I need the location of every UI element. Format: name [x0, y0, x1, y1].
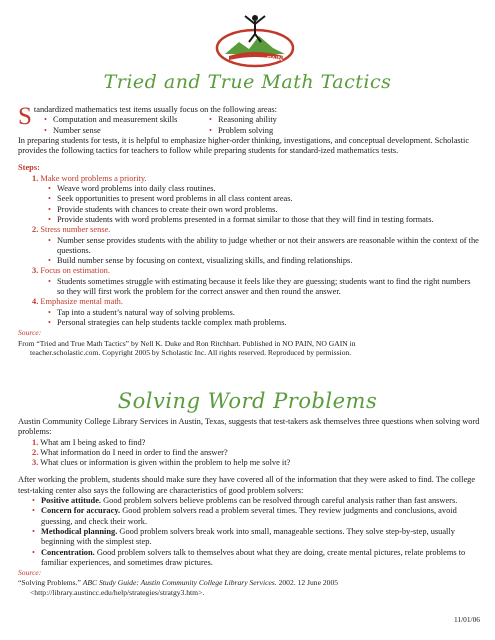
section1-title: Tried and True Math Tactics [103, 71, 392, 93]
step-number: 4. [32, 297, 39, 307]
step-bullet: • Provide students with word problems presented in a format similar to those that they will find in testing formats. [48, 215, 480, 225]
source-title: “Solving Problems.” [18, 578, 81, 588]
section1-body [18, 105, 480, 357]
trait-item [32, 496, 480, 506]
footer-date: 11/01/06 [453, 615, 480, 624]
question-number: 3. [32, 458, 39, 468]
intro-paragraph-2: In preparing students for tests, it is helpful to emphasize higher-order thinking, investigations, and conceptual development. Scholastic provides the following tactics for teachers to follow while preparing students for standard-ized mathematics tests. [18, 135, 470, 156]
step-bullet: • Provide students with chances to create their own word problems. [48, 205, 480, 215]
section2-title: Solving Word Problems [117, 389, 378, 413]
trait-term: Methodical planning. [41, 526, 118, 536]
step-number: 2. [32, 225, 39, 235]
trait-text: Good problem solvers talk to themselves about what they are doing, create mental pictures, relate problems to familiar experiences, and sometimes draw pictures. [41, 547, 466, 567]
section2-paragraph: After working the problem, students should make sure they have covered all of the information that they were asked to find. The college test-taking center also says the following are characteristics of good problem solvers: [18, 475, 476, 495]
step-label: Stress number sense. [40, 225, 111, 235]
question-item [32, 448, 480, 458]
step-bullet: • Personal strategies can help students tackle complex math problems. [48, 318, 480, 328]
step-4 [32, 297, 480, 307]
question-text: What clues or information is given within the problem to help me solve it? [40, 458, 291, 468]
focus-areas [44, 115, 480, 136]
source-heading: Source: [18, 328, 42, 338]
trait-item [32, 506, 480, 527]
steps-heading: Steps: [18, 163, 40, 173]
trait-text: Good problem solvers break work into small, manageable sections. They solve step-by-step, usually beginning with the simplest step. [41, 526, 455, 547]
trait-item [32, 548, 480, 569]
step-1 [32, 174, 480, 184]
source-citation [18, 578, 480, 597]
step-label: Emphasize mental math. [40, 297, 123, 307]
step-number: 3. [32, 266, 39, 276]
step-label: Make word problems a priority. [40, 173, 147, 183]
trait-text: Good problem solvers read a problem several times. They review judgments and conclusions, avoid guessing, and check their work. [41, 506, 457, 526]
drop-cap: S [18, 103, 32, 130]
step-bullet: • Number sense provides students with the ability to judge whether or not their answers are reasonable within the context of the questions. [48, 236, 480, 257]
focus-area-item: • Number sense [44, 126, 209, 136]
trait-item [32, 527, 480, 548]
trait-text: Good problem solvers believe problems can be resolved through careful analysis rather than fast answers. [101, 496, 458, 506]
step-number: 1. [32, 173, 39, 183]
logo-text: PAIN [267, 56, 283, 63]
section2-body [18, 417, 480, 597]
source-line: From “Tried and True Math Tactics” by Nell K. Duke and Ron Ritchhart. Published in NO PAIN, NO GAIN in [18, 338, 356, 348]
trait-term: Concern for accuracy. [41, 506, 121, 516]
source-heading: Source: [18, 568, 42, 578]
focus-area-item: • Problem solving [209, 126, 369, 136]
section2-intro: Austin Community College Library Services in Austin, Texas, suggests that test-takers ask themselves three questions when solving word problems: [18, 417, 480, 437]
step-bullet: • Seek opportunities to present word problems in all class content areas. [48, 194, 480, 204]
trait-term: Concentration. [41, 547, 95, 557]
source-citation [18, 339, 480, 358]
question-number: 1. [32, 437, 39, 447]
step-bullet: • Tap into a student’s natural way of solving problems. [48, 308, 480, 318]
step-3 [32, 266, 480, 276]
no-pain-logo-icon [195, 4, 315, 74]
step-bullet: • Students sometimes struggle with estimating because it feels like they are guessing; students want to find the right numbers so they will first work the problem for the correct answer and then round the answer. [48, 277, 480, 298]
source-date: 2002. 12 June 2005 [278, 578, 339, 588]
trait-term: Positive attitude. [41, 496, 102, 506]
step-2 [32, 225, 480, 235]
focus-area-item: • Reasoning ability [209, 115, 369, 125]
question-text: What am I being asked to find? [40, 437, 146, 447]
focus-area-item: • Computation and measurement skills [44, 115, 209, 125]
question-item [32, 438, 480, 448]
step-bullet: • Build number sense by focusing on context, visualizing skills, and finding relationships. [48, 256, 480, 266]
source-publication: ABC Study Guide: Austin Community College Library Services. [82, 578, 277, 588]
question-text: What information do I need in order to find the answer? [40, 447, 228, 457]
step-bullet: • Weave word problems into daily class routines. [48, 184, 480, 194]
question-item [32, 458, 480, 468]
question-number: 2. [32, 447, 39, 457]
intro-text: tandardized mathematics test items usually focus on the following areas: [33, 105, 277, 114]
source-line: teacher.scholastic.com. Copyright 2005 by Scholastic Inc. All rights reserved. Reproduced by permission. [30, 347, 352, 357]
step-label: Focus on estimation. [40, 266, 110, 276]
source-url: <http://library.austincc.edu/help/strategies/stratgy3.htm>. [30, 587, 205, 597]
